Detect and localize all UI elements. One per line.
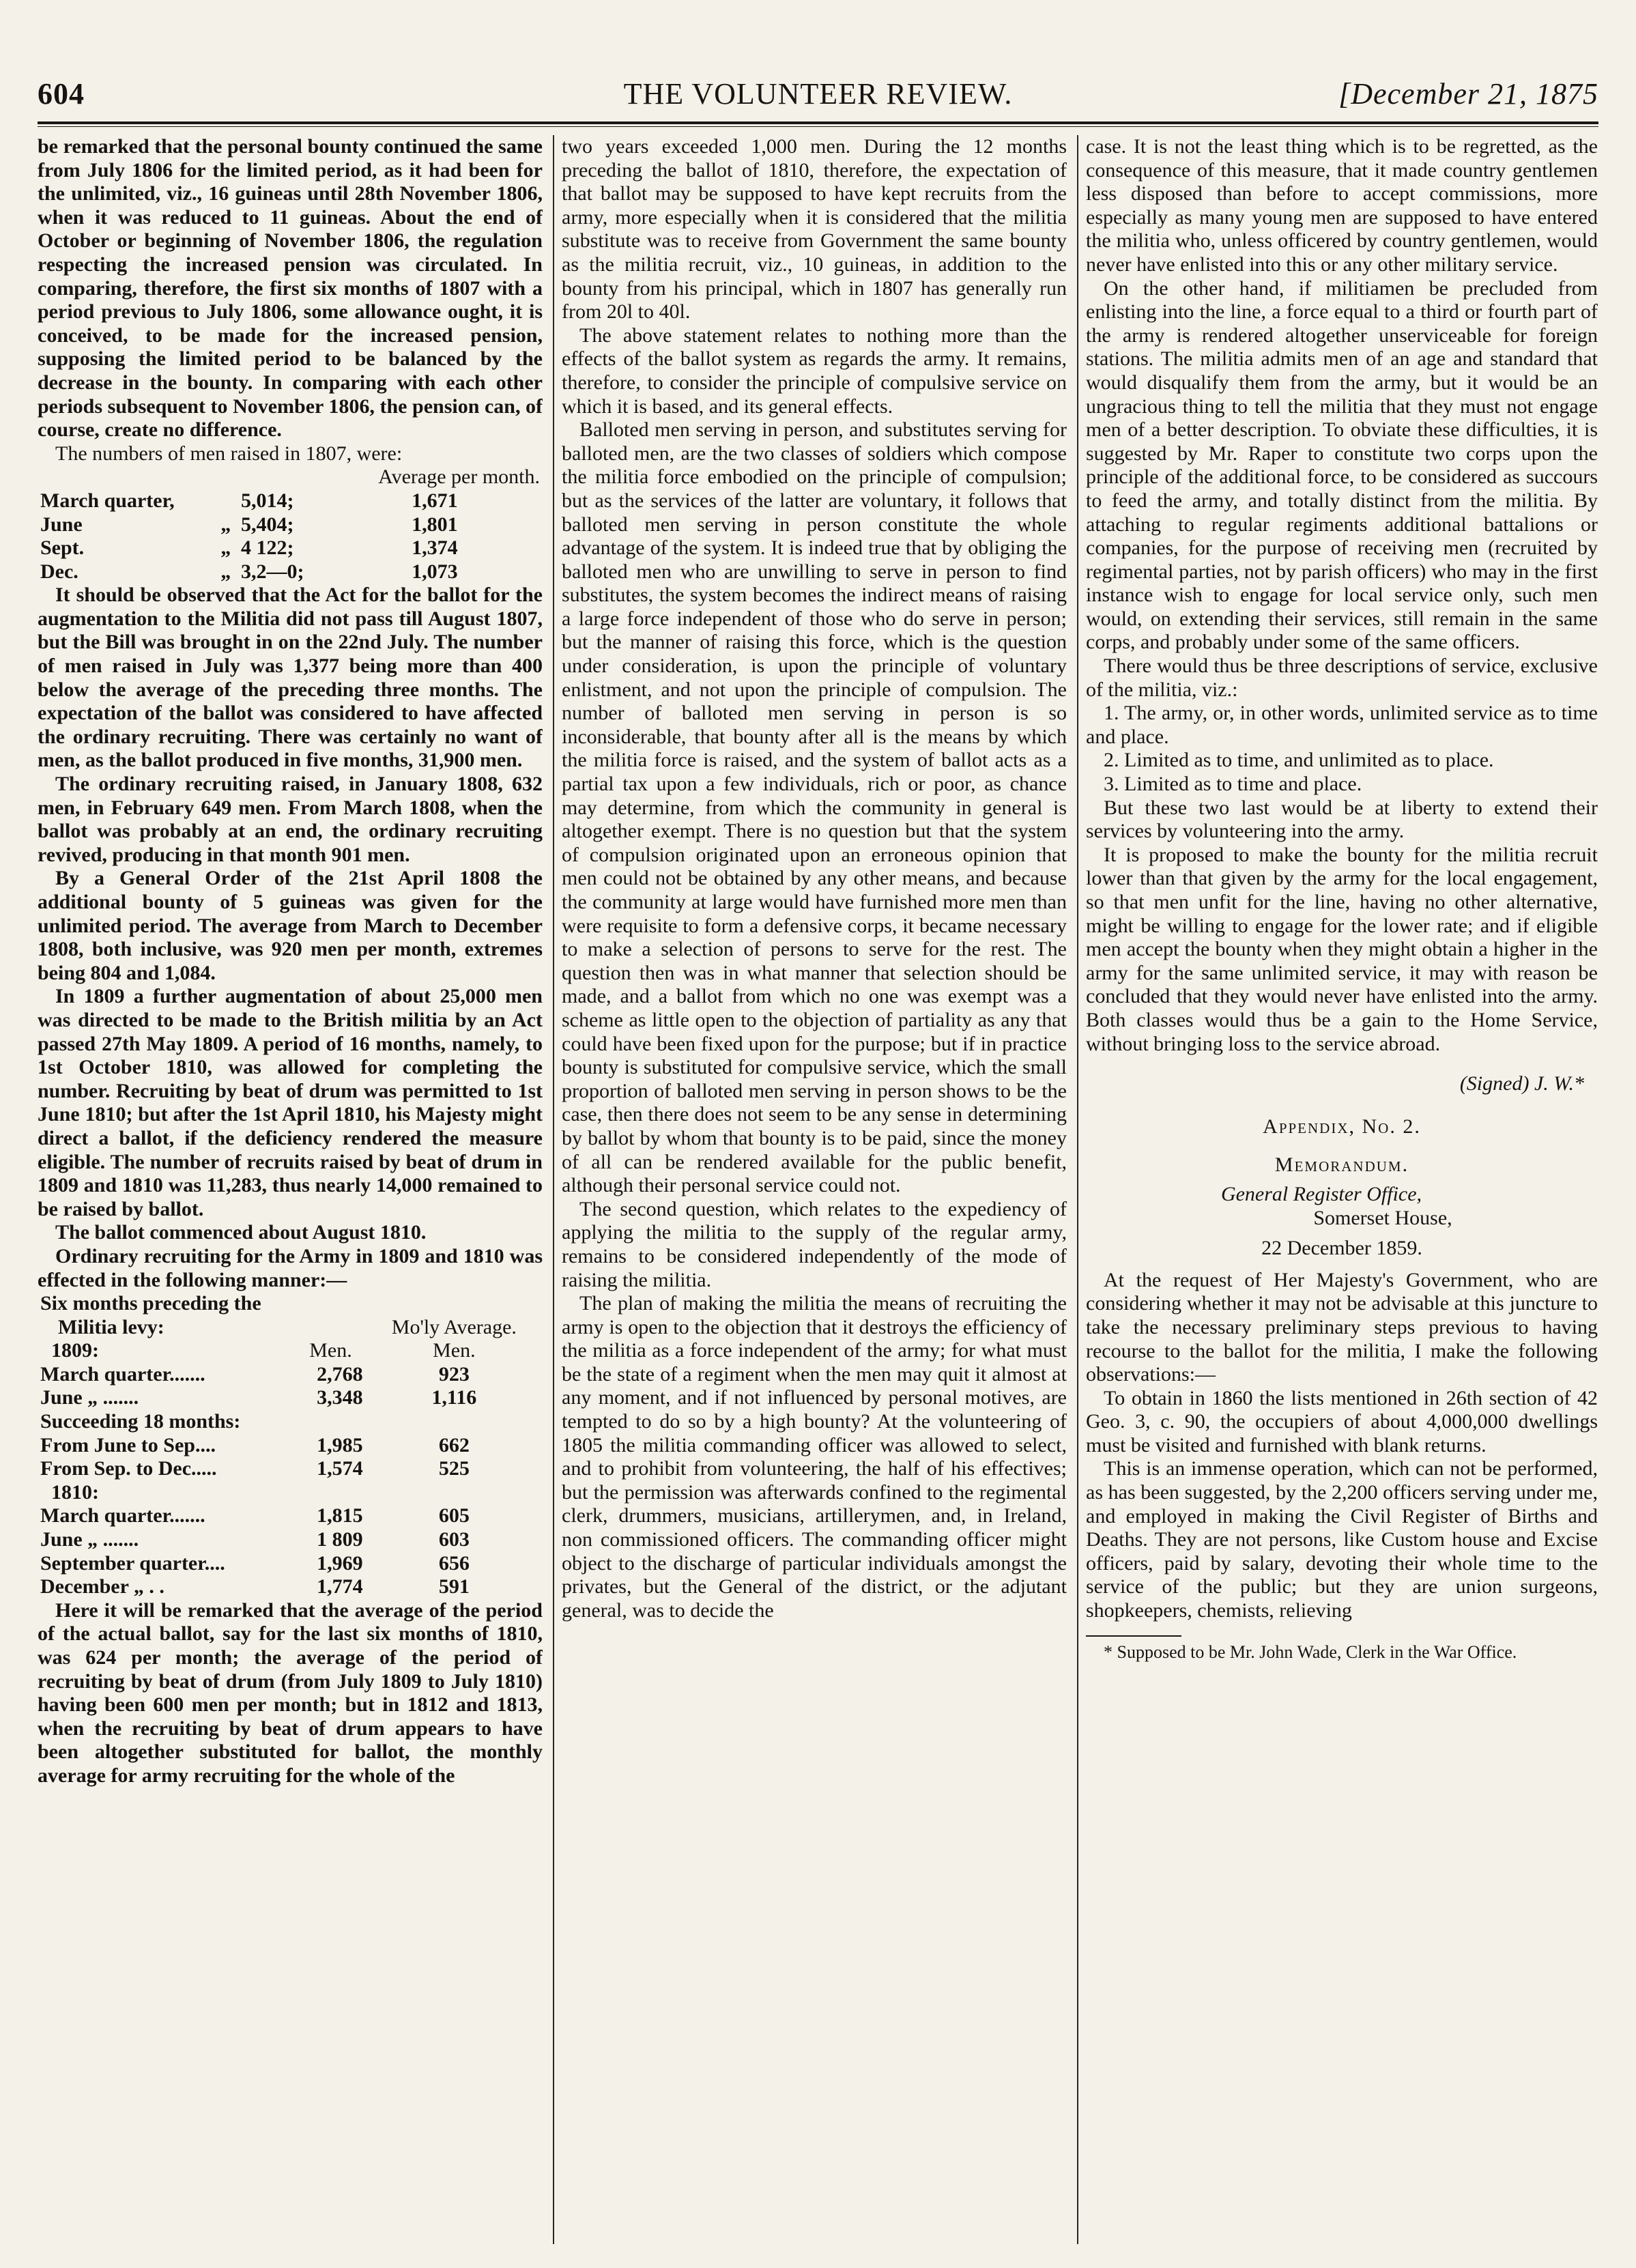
table-row <box>38 489 543 513</box>
row-label: December „ . . <box>40 1575 164 1598</box>
paragraph: The numbers of men raised in 1807, were: <box>55 442 403 465</box>
paragraph: The above statement relates to nothing more than the effects of the ballot system as regards the army. It remains, therefore, to consider the principle of compulsive service on which it is based, and its general effects. <box>562 324 1067 418</box>
table-row <box>38 1575 543 1599</box>
cell-average: 525 <box>438 1457 470 1480</box>
paragraph: It is proposed to make the bounty for the militia recruit lower than that given by the army for the local engagement, so that men unfit for the line, having no other alternative, might be willing to engage for the lower rate; and if eligible men accept the bounty when they might obtain a higher in the army for the same unlimited service, it may with reason be concluded that they would never have enlisted into the army. Both classes would thus be a gain to the Home Service, without bringing loss to the service abroad. <box>1086 843 1598 1055</box>
cell-men: 1,574 <box>317 1457 363 1480</box>
table-row <box>38 513 543 537</box>
row-label: From June to Sep.... <box>40 1433 216 1456</box>
table-header-row <box>38 1316 543 1340</box>
row-label: September quarter.... <box>40 1551 225 1575</box>
row-label: Sept. <box>40 536 85 560</box>
paragraph: The plan of making the militia the means of recruiting the army is open to the objection that it destroys the efficiency of the militia as a force independent of the army; for what must be the state of a regiment when the men may quit it almost at any moment, and if not influenced by personal motives, are tempted to do so by a high bounty? At the volunteering of 1805 the militia commanding officer was allowed to select, and to prohibit from volunteering, the half of his effectives; but the permission was afterwards confined to the regimental clerk, drummers, musicians, artillerymen, and, in Ireland, non commissioned officers. The commanding officer might object to the discharge of particular individuals amongst the privates, but the General of the district, or the adjutant general, was to decide the <box>562 1292 1067 1622</box>
table-row <box>38 1552 543 1576</box>
table-subheading-row <box>38 1410 543 1434</box>
cell-average: 656 <box>438 1551 470 1575</box>
cell-average: 591 <box>438 1575 470 1598</box>
paragraph: two years exceeded 1,000 men. During the 12 months preceding the ballot of 1810, therefore, the expectation of that ballot may be supposed to have kept recruits from the army, more especially when it is considered that the militia substitute was to receive from Government the same bounty as the militia recruit, viz., 10 guineas, in addition to the bounty from his principal, which in 1807 has generally run from 20l to 40l. <box>562 135 1067 324</box>
paragraph: In 1809 a further augmentation of about 25,000 men was directed to be made to the British militia by an Act passed 27th May 1809. A period of 16 months, namely, to 1st October 1810, was allowed for completing the number. Recruiting by beat of drum was permitted to 1st June 1810; but after the 1st April 1810, his Majesty might direct a ballot, if the deficiency rendered the measure eligible. The number of recruits raised by beat of drum in 1809 and 1810 was 11,283, thus nearly 14,000 remained to be raised by ballot. <box>38 985 543 1220</box>
column-header: Men. <box>309 1339 352 1362</box>
cell-men: 3,348 <box>317 1386 363 1409</box>
cell-men: 1,985 <box>317 1433 363 1456</box>
row-label: March quarter....... <box>40 1504 205 1527</box>
paragraph: The ordinary recruiting raised, in January 1808, 632 men, in February 649 men. From March 1808, when the ballot was probably at an end, the ordinary recruiting revived, producing in that month 901 men. <box>38 773 543 866</box>
table-title-row <box>38 1292 543 1316</box>
cell-total: 5,014; <box>240 489 294 512</box>
paragraph: case. It is not the least thing which is to be regretted, as the consequence of this measure, that it made country gentlemen less disposed than before to accept commissions, more especially as many young men are supposed to have entered the militia who, unless officered by country gentlemen, would never have enlisted into this or any other military service. <box>1086 135 1598 276</box>
page-number: 604 <box>38 77 85 111</box>
paragraph: There would thus be three descriptions of service, exclusive of the militia, viz.: <box>1086 655 1598 701</box>
table-header-row <box>38 1339 543 1363</box>
list-item: 3. Limited as to time and place. <box>1104 773 1362 796</box>
page-header <box>38 76 1598 117</box>
appendix-heading: Appendix, No. 2. <box>1263 1115 1421 1138</box>
cell-total: 5,404; <box>240 513 294 536</box>
issue-date: [December 21, 1875 <box>1338 77 1598 111</box>
cell-average: 605 <box>438 1504 470 1527</box>
paragraph: Here it will be remarked that the average of the period of the actual ballot, say for the last six months of 1810, was 624 per month; the average of the period of recruiting by beat of drum (from July 1809 to July 1810) having been 600 men per month; but in 1812 and 1813, when the recruiting by beat of drum appears to have been altogether substituted for ballot, the monthly average for army recruiting for the whole of the <box>38 1598 543 1787</box>
cell-average: 1,671 <box>412 489 458 512</box>
paragraph: Ordinary recruiting for the Army in 1809 and 1810 was effected in the following manner:— <box>38 1244 543 1291</box>
list-item: 2. Limited as to time, and unlimited as to place. <box>1104 749 1494 772</box>
paragraph: Balloted men serving in person, and substitutes serving for balloted men, are the two classes of soldiers which compose the militia force embodied on the principle of compulsion; but as the services of the latter are voluntary, it follows that balloted men serving in person constitute the whole advantage of the system. It is indeed true that by obliging the balloted men who are unwilling to serve in person to find substitutes, the system becomes the indirect means of raising a large force independent of those who do serve in person; but the manner of raising this force, which is the question under consideration, is upon the principle of voluntary enlistment, and not upon the principle of compulsion. The number of balloted men serving in person is so inconsiderable, that bounty after all is the means by which the militia force is raised, and the system of ballot acts as a partial tax upon a few individuals, rich or poor, as chance may determine, from which the community in general is altogether exempt. There is no question but that the system of compulsion originated upon an erroneous opinion that men could not be obtained by any other means, and because the community at large would have furnished more men than were requisite to form a defensive corps, it became necessary to make a selection of persons to serve for the rest. The question then was in what manner that selection should be made, and a ballot from which no one was exempt was a scheme as little open to the objection of partiality as any that could have been fixed upon for the purpose; but if in practice bounty is substituted for compulsive service, which the small proportion of balloted men serving in person shows to be the case, then there does not seem to be any sense in determining by ballot by whom that bounty is to be paid, since the money of all can be rendered available for the public benefit, although their personal service could not. <box>562 418 1067 1197</box>
paragraph: On the other hand, if militiamen be precluded from enlisting into the line, a force equal to a third or fourth part of the army is rendered altogether unserviceable for foreign stations. The militia admits men of an age and standard that would disqualify them from the army, but it would be an ungracious thing to tell the militia that they must not engage men of a better description. To obviate these difficulties, it is suggested by Mr. Raper to constitute two corps upon the principle of the additional force, to be considered as succours to feed the army, and totally distinct from the militia. By attaching to regular regiments additional battalions or companies, for the purpose of receiving men (recruited by regimental parties, not by parish officers) who may in the first instance wish to engage for local service only, such men would, on extending their services, still remain in the same corps, and probably under some of the same officers. <box>1086 276 1598 654</box>
column-header: Men. <box>433 1339 476 1362</box>
ditto-mark: „ <box>220 560 231 583</box>
cell-average: 923 <box>438 1362 470 1386</box>
table-row <box>38 1434 543 1458</box>
office-address: Somerset House, <box>1313 1206 1452 1229</box>
table-row <box>38 1528 543 1552</box>
table-title: Six months preceding the <box>40 1292 261 1315</box>
row-label: March quarter....... <box>40 1362 205 1386</box>
ditto-mark <box>218 489 238 513</box>
year-label: 1809: <box>51 1339 99 1362</box>
cell-average: 603 <box>438 1528 470 1551</box>
column-header: Average per month. <box>378 465 540 489</box>
row-label: March quarter, <box>40 489 175 512</box>
table-subheading-row <box>38 1481 543 1505</box>
paragraph: This is an immense operation, which can not be performed, as has been suggested, by the 2,200 officers serving under me, and employed in making the Civil Register of Births and Deaths. They are not persons, like Custom house and Excise officers, paid by salary, devoting their whole time to the service of the public; but they are union surgeons, shopkeepers, chemists, relieving <box>1086 1457 1598 1622</box>
cell-total: 3,2—0; <box>240 560 304 583</box>
publication-title: THE VOLUNTEER REVIEW. <box>623 77 1013 111</box>
memo-date: 22 December 1859. <box>1261 1237 1422 1260</box>
table-row <box>38 536 543 560</box>
paragraph: At the request of Her Majesty's Government, who are considering whether it may not be advisable at this juncture to take the necessary preliminary steps previous to having recourse to the ballot for the militia, I make the following observations:— <box>1086 1268 1598 1386</box>
paragraph: It should be observed that the Act for the ballot for the augmentation to the Militia did not pass till August 1807, but the Bill was brought in on the 22nd July. The number of men raised in July was 1,377 being more than 400 below the average of the preceding three months. The expectation of the ballot was considered to have affected the ordinary recruiting. There was certainly no want of men, as the ballot produced in five months, 31,900 men. <box>38 584 543 772</box>
row-label: Dec. <box>40 560 78 583</box>
paragraph: To obtain in 1860 the lists mentioned in 26th section of 42 Geo. 3, c. 90, the occupiers of about 4,000,000 dwellings must be visited and furnished with blank returns. <box>1086 1386 1598 1456</box>
cell-men: 1,774 <box>317 1575 363 1598</box>
cell-average: 1,374 <box>412 536 458 560</box>
footnote: * Supposed to be Mr. John Wade, Clerk in the War Office. <box>1104 1641 1517 1662</box>
column-3 <box>1086 135 1598 2261</box>
cell-average: 1,116 <box>431 1386 477 1409</box>
cell-men: 1,815 <box>317 1504 363 1527</box>
memorandum-heading: Memorandum. <box>1274 1153 1409 1177</box>
row-label: June <box>40 513 83 536</box>
table-row <box>38 560 543 584</box>
column-divider <box>1077 135 1078 2244</box>
row-label: June „ ....... <box>40 1528 139 1551</box>
row-label: June „ ....... <box>40 1386 139 1409</box>
paragraph: By a General Order of the 21st April 1808 the additional bounty of 5 guineas was given for the unlimited period. The average from March to December 1808, both inclusive, was 920 men per month, extremes being 804 and 1,084. <box>38 867 543 984</box>
column-2 <box>562 135 1067 2261</box>
ditto-mark: „ <box>220 513 231 536</box>
footnote-rule <box>1086 1635 1181 1637</box>
column-header: Mo'ly Average. <box>391 1315 517 1338</box>
table-row <box>38 1504 543 1528</box>
table-subheading: Succeeding 18 months: <box>40 1410 241 1433</box>
paragraph: The ballot commenced about August 1810. <box>55 1221 427 1244</box>
cell-men: 1 809 <box>317 1528 363 1551</box>
header-rule <box>38 121 1598 127</box>
office-name: General Register Office, <box>1220 1182 1422 1205</box>
recruits-1807-table <box>38 465 543 584</box>
cell-average: 662 <box>438 1433 470 1456</box>
cell-average: 1,073 <box>412 560 458 583</box>
table-header-row <box>38 465 543 489</box>
cell-total: 4 122; <box>240 536 294 560</box>
list-item: 1. The army, or, in other words, unlimited service as to time and place. <box>1086 702 1598 748</box>
column-1 <box>38 135 543 2261</box>
table-row <box>38 1363 543 1387</box>
cell-average: 1,801 <box>412 513 458 536</box>
cell-men: 2,768 <box>317 1362 363 1386</box>
table-subtitle: Militia levy: <box>58 1315 164 1338</box>
row-label: From Sep. to Dec..... <box>40 1457 217 1480</box>
table-row <box>38 1457 543 1481</box>
table-row <box>38 1386 543 1410</box>
recruiting-1809-1810-table <box>38 1292 543 1599</box>
signature: (Signed) J. W.* <box>1459 1072 1584 1095</box>
ditto-mark: „ <box>220 536 231 560</box>
year-label: 1810: <box>51 1480 99 1504</box>
paragraph: The second question, which relates to the expediency of applying the militia to the supply of the regular army, remains to be considered independently of the mode of raising the militia. <box>562 1197 1067 1291</box>
column-divider <box>553 135 554 2244</box>
paragraph: But these two last would be at liberty to extend their services by volunteering into the army. <box>1086 796 1598 843</box>
paragraph: be remarked that the personal bounty continued the same from July 1806 for the limited period, as it had been for the unlimited, viz., 16 guineas until 28th November 1806, when it was reduced to 11 guineas. About the end of October or beginning of November 1806, the regulation respecting the increased pension was circulated. In comparing, therefore, the first six months of 1807 with a period previous to July 1806, some allowance ought, it is conceived, to be made for the increased pension, supposing the limited period to be balanced by the decrease in the bounty. In comparing with each other periods subsequent to November 1806, the pension can, of course, create no difference. <box>38 135 543 442</box>
cell-men: 1,969 <box>317 1551 363 1575</box>
